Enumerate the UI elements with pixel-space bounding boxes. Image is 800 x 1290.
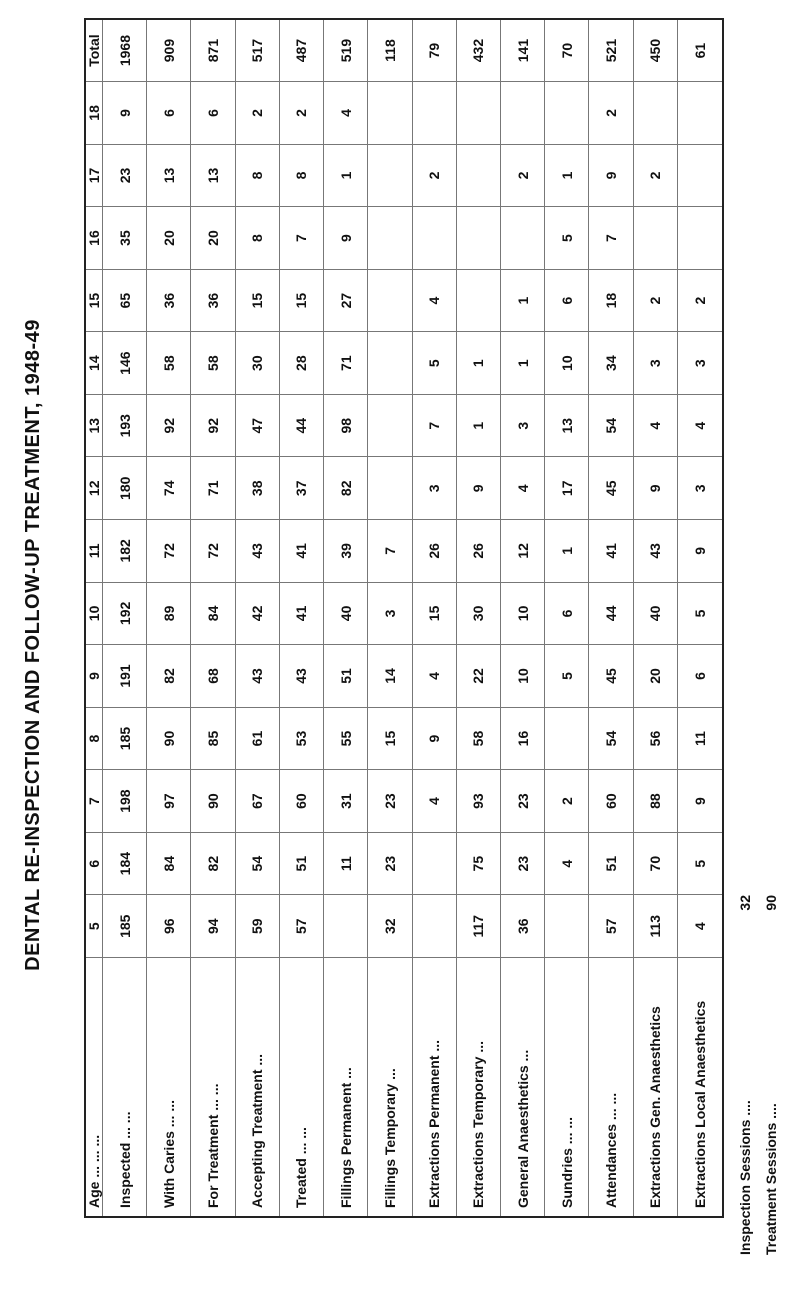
table-row	[633, 19, 677, 1217]
treatment-sessions-row	[758, 895, 784, 1255]
table-cell	[368, 332, 412, 395]
row-label: With Caries ... ...	[147, 958, 191, 1218]
table-cell: 3	[677, 332, 723, 395]
row-label: For Treatment ... ...	[191, 958, 235, 1218]
table-cell	[412, 207, 456, 270]
table-row	[589, 19, 633, 1217]
table-cell: 1	[545, 144, 589, 207]
table-cell: 1	[500, 269, 544, 332]
row-label: Extractions Local Anaesthetics	[677, 958, 723, 1218]
table-cell: 60	[589, 770, 633, 833]
table-cell: 15	[279, 269, 323, 332]
table-row	[147, 19, 191, 1217]
table-cell: 54	[235, 832, 279, 895]
age-col-5: 5	[85, 895, 103, 958]
table-cell: 26	[456, 520, 500, 583]
row-label: Inspected ... ...	[103, 958, 147, 1218]
table-cell: 14	[368, 645, 412, 708]
table-row	[324, 19, 368, 1217]
table-cell: 84	[147, 832, 191, 895]
table-cell: 2	[633, 144, 677, 207]
table-cell: 70	[633, 832, 677, 895]
table-cell: 118	[368, 19, 412, 82]
table-cell: 43	[279, 645, 323, 708]
table-cell: 89	[147, 582, 191, 645]
table-cell	[412, 895, 456, 958]
age-col-11: 11	[85, 520, 103, 583]
table-cell: 6	[191, 82, 235, 145]
table-cell: 23	[103, 144, 147, 207]
table-cell: 35	[103, 207, 147, 270]
table-cell: 9	[324, 207, 368, 270]
table-cell: 71	[324, 332, 368, 395]
table-cell: 13	[545, 394, 589, 457]
table-cell: 10	[500, 582, 544, 645]
table-cell: 432	[456, 19, 500, 82]
table-cell: 72	[191, 520, 235, 583]
table-cell: 10	[545, 332, 589, 395]
table-cell: 5	[545, 645, 589, 708]
table-cell: 23	[368, 770, 412, 833]
table-cell: 2	[500, 144, 544, 207]
table-cell: 45	[589, 457, 633, 520]
table-cell	[324, 895, 368, 958]
table-cell: 4	[412, 645, 456, 708]
table-cell: 32	[368, 895, 412, 958]
table-cell: 6	[677, 645, 723, 708]
table-cell: 84	[191, 582, 235, 645]
table-cell: 4	[324, 82, 368, 145]
table-cell: 2	[633, 269, 677, 332]
table-cell: 191	[103, 645, 147, 708]
table-cell: 192	[103, 582, 147, 645]
table-cell: 44	[589, 582, 633, 645]
table-cell	[368, 144, 412, 207]
table-cell: 82	[147, 645, 191, 708]
table-cell: 193	[103, 394, 147, 457]
table-cell: 4	[412, 770, 456, 833]
table-cell: 6	[147, 82, 191, 145]
table-cell	[500, 207, 544, 270]
table-cell	[412, 82, 456, 145]
table-cell: 90	[147, 707, 191, 770]
table-cell: 7	[412, 394, 456, 457]
table-cell: 92	[147, 394, 191, 457]
table-cell: 113	[633, 895, 677, 958]
age-col-10: 10	[85, 582, 103, 645]
table-row	[191, 19, 235, 1217]
row-label: Fillings Temporary ...	[368, 958, 412, 1218]
table-cell: 871	[191, 19, 235, 82]
table-cell	[412, 832, 456, 895]
inspection-sessions-label: Inspection Sessions ....	[737, 1100, 753, 1255]
age-col-14: 14	[85, 332, 103, 395]
table-cell: 2	[589, 82, 633, 145]
table-cell: 43	[235, 520, 279, 583]
table-cell: 30	[235, 332, 279, 395]
table-cell: 43	[235, 645, 279, 708]
table-cell: 185	[103, 707, 147, 770]
table-cell	[545, 82, 589, 145]
table-cell: 54	[589, 707, 633, 770]
table-cell	[456, 144, 500, 207]
table-cell: 10	[500, 645, 544, 708]
table-cell: 98	[324, 394, 368, 457]
table-cell: 37	[279, 457, 323, 520]
table-cell: 1	[500, 332, 544, 395]
table-cell: 117	[456, 895, 500, 958]
table-cell: 26	[412, 520, 456, 583]
table-cell: 40	[633, 582, 677, 645]
table-cell: 517	[235, 19, 279, 82]
age-col-total: Total	[85, 19, 103, 82]
age-col-16: 16	[85, 207, 103, 270]
table-cell: 1	[456, 394, 500, 457]
table-cell: 146	[103, 332, 147, 395]
table-cell	[368, 269, 412, 332]
table-cell: 38	[235, 457, 279, 520]
table-cell: 20	[147, 207, 191, 270]
table-cell: 3	[500, 394, 544, 457]
table-cell: 34	[589, 332, 633, 395]
table-cell: 39	[324, 520, 368, 583]
table-cell: 17	[545, 457, 589, 520]
table-cell: 51	[324, 645, 368, 708]
treatment-table	[84, 18, 724, 1218]
table-cell: 58	[191, 332, 235, 395]
table-cell: 9	[412, 707, 456, 770]
table-cell: 3	[412, 457, 456, 520]
table-cell: 70	[545, 19, 589, 82]
table-cell: 90	[191, 770, 235, 833]
table-cell: 23	[500, 832, 544, 895]
row-label: Accepting Treatment ...	[235, 958, 279, 1218]
table-cell: 519	[324, 19, 368, 82]
table-cell: 57	[589, 895, 633, 958]
inspection-sessions-row	[732, 895, 758, 1255]
table-cell: 51	[589, 832, 633, 895]
table-cell: 1968	[103, 19, 147, 82]
table-cell: 56	[633, 707, 677, 770]
data-table-container	[84, 18, 724, 1218]
table-cell	[368, 82, 412, 145]
age-col-8: 8	[85, 707, 103, 770]
table-cell: 41	[279, 582, 323, 645]
table-cell: 94	[191, 895, 235, 958]
table-cell: 53	[279, 707, 323, 770]
table-cell: 16	[500, 707, 544, 770]
table-cell: 2	[412, 144, 456, 207]
table-cell: 57	[279, 895, 323, 958]
table-cell: 11	[677, 707, 723, 770]
table-cell: 59	[235, 895, 279, 958]
table-row	[368, 19, 412, 1217]
table-body	[103, 19, 724, 1217]
age-col-12: 12	[85, 457, 103, 520]
table-cell: 2	[279, 82, 323, 145]
table-cell	[545, 895, 589, 958]
table-cell: 20	[191, 207, 235, 270]
table-cell: 20	[633, 645, 677, 708]
table-row	[412, 19, 456, 1217]
table-cell: 4	[412, 269, 456, 332]
table-cell: 1	[324, 144, 368, 207]
table-cell: 141	[500, 19, 544, 82]
table-cell: 13	[147, 144, 191, 207]
table-cell: 8	[235, 207, 279, 270]
table-cell: 184	[103, 832, 147, 895]
age-col-17: 17	[85, 144, 103, 207]
row-label: Attendances ... ...	[589, 958, 633, 1218]
table-cell: 58	[147, 332, 191, 395]
table-cell: 27	[324, 269, 368, 332]
table-cell	[368, 394, 412, 457]
table-cell	[633, 82, 677, 145]
table-cell: 2	[545, 770, 589, 833]
table-cell: 198	[103, 770, 147, 833]
table-cell: 15	[368, 707, 412, 770]
table-cell: 487	[279, 19, 323, 82]
table-row	[279, 19, 323, 1217]
page-title: DENTAL RE-INSPECTION AND FOLLOW-UP TREATMENT, 1948-49	[22, 319, 44, 971]
row-label: General Anaesthetics ...	[500, 958, 544, 1218]
age-header-row	[85, 19, 103, 1217]
session-summary	[732, 895, 792, 1255]
table-cell: 180	[103, 457, 147, 520]
table-cell: 8	[279, 144, 323, 207]
row-label: Extractions Gen. Anaesthetics	[633, 958, 677, 1218]
table-cell: 18	[589, 269, 633, 332]
table-cell: 9	[677, 520, 723, 583]
table-cell: 41	[279, 520, 323, 583]
table-cell: 47	[235, 394, 279, 457]
table-cell: 40	[324, 582, 368, 645]
table-cell: 36	[191, 269, 235, 332]
table-cell: 61	[677, 19, 723, 82]
table-cell: 3	[368, 582, 412, 645]
row-label: Sundries ... ...	[545, 958, 589, 1218]
table-cell: 92	[191, 394, 235, 457]
treatment-sessions-label: Treatment Sessions ....	[763, 1103, 779, 1255]
table-cell: 36	[147, 269, 191, 332]
table-cell	[368, 207, 412, 270]
table-cell: 1	[456, 332, 500, 395]
table-cell: 8	[235, 144, 279, 207]
table-cell: 60	[279, 770, 323, 833]
table-cell: 182	[103, 520, 147, 583]
table-cell: 28	[279, 332, 323, 395]
table-cell: 5	[412, 332, 456, 395]
table-cell: 65	[103, 269, 147, 332]
table-cell: 3	[677, 457, 723, 520]
table-cell: 45	[589, 645, 633, 708]
table-cell: 82	[324, 457, 368, 520]
table-cell: 4	[677, 895, 723, 958]
inspection-sessions-value: 32	[737, 895, 753, 911]
table-row	[456, 19, 500, 1217]
table-cell: 7	[589, 207, 633, 270]
table-cell: 79	[412, 19, 456, 82]
table-cell: 5	[677, 832, 723, 895]
table-cell	[677, 82, 723, 145]
table-cell: 31	[324, 770, 368, 833]
table-cell: 9	[633, 457, 677, 520]
table-row	[103, 19, 147, 1217]
table-cell: 7	[279, 207, 323, 270]
age-col-9: 9	[85, 645, 103, 708]
table-cell: 5	[545, 207, 589, 270]
table-cell: 72	[147, 520, 191, 583]
table-cell: 88	[633, 770, 677, 833]
table-row	[545, 19, 589, 1217]
table-cell: 2	[235, 82, 279, 145]
table-cell: 75	[456, 832, 500, 895]
table-cell: 4	[633, 394, 677, 457]
table-cell: 1	[545, 520, 589, 583]
table-cell: 30	[456, 582, 500, 645]
table-cell: 41	[589, 520, 633, 583]
row-label: Treated ... ...	[279, 958, 323, 1218]
age-col-13: 13	[85, 394, 103, 457]
table-cell: 4	[500, 457, 544, 520]
table-cell: 15	[235, 269, 279, 332]
age-col-7: 7	[85, 770, 103, 833]
table-cell: 58	[456, 707, 500, 770]
table-cell: 42	[235, 582, 279, 645]
table-cell: 4	[545, 832, 589, 895]
table-cell	[500, 82, 544, 145]
table-cell	[368, 457, 412, 520]
table-cell	[633, 207, 677, 270]
table-row	[677, 19, 723, 1217]
table-cell: 909	[147, 19, 191, 82]
row-label: Extractions Temporary ...	[456, 958, 500, 1218]
table-cell: 9	[589, 144, 633, 207]
age-col-6: 6	[85, 832, 103, 895]
table-cell: 93	[456, 770, 500, 833]
table-cell: 55	[324, 707, 368, 770]
table-cell: 96	[147, 895, 191, 958]
table-cell: 68	[191, 645, 235, 708]
table-cell: 6	[545, 582, 589, 645]
table-cell: 9	[677, 770, 723, 833]
age-header-label: Age ... ... ...	[85, 958, 103, 1218]
table-row	[500, 19, 544, 1217]
table-cell: 74	[147, 457, 191, 520]
table-cell: 2	[677, 269, 723, 332]
table-cell: 11	[324, 832, 368, 895]
table-cell: 185	[103, 895, 147, 958]
table-cell	[456, 207, 500, 270]
table-cell: 43	[633, 520, 677, 583]
table-cell: 67	[235, 770, 279, 833]
table-cell: 22	[456, 645, 500, 708]
age-col-18: 18	[85, 82, 103, 145]
table-cell: 9	[456, 457, 500, 520]
table-cell: 61	[235, 707, 279, 770]
table-cell: 450	[633, 19, 677, 82]
row-label: Extractions Permanent ...	[412, 958, 456, 1218]
table-cell: 6	[545, 269, 589, 332]
table-cell	[545, 707, 589, 770]
table-cell	[456, 82, 500, 145]
table-row	[235, 19, 279, 1217]
table-cell: 23	[500, 770, 544, 833]
table-cell: 13	[191, 144, 235, 207]
table-cell: 51	[279, 832, 323, 895]
table-cell: 12	[500, 520, 544, 583]
table-cell: 44	[279, 394, 323, 457]
row-label: Fillings Permanent ...	[324, 958, 368, 1218]
table-cell: 7	[368, 520, 412, 583]
treatment-sessions-value: 90	[763, 895, 779, 911]
table-cell: 9	[103, 82, 147, 145]
table-cell: 71	[191, 457, 235, 520]
table-cell: 3	[633, 332, 677, 395]
table-cell	[456, 269, 500, 332]
table-cell: 85	[191, 707, 235, 770]
table-cell	[677, 144, 723, 207]
table-cell	[677, 207, 723, 270]
table-cell: 54	[589, 394, 633, 457]
table-cell: 5	[677, 582, 723, 645]
table-cell: 97	[147, 770, 191, 833]
table-cell: 4	[677, 394, 723, 457]
table-cell: 36	[500, 895, 544, 958]
table-cell: 23	[368, 832, 412, 895]
table-cell: 521	[589, 19, 633, 82]
table-cell: 82	[191, 832, 235, 895]
age-col-15: 15	[85, 269, 103, 332]
table-cell: 15	[412, 582, 456, 645]
